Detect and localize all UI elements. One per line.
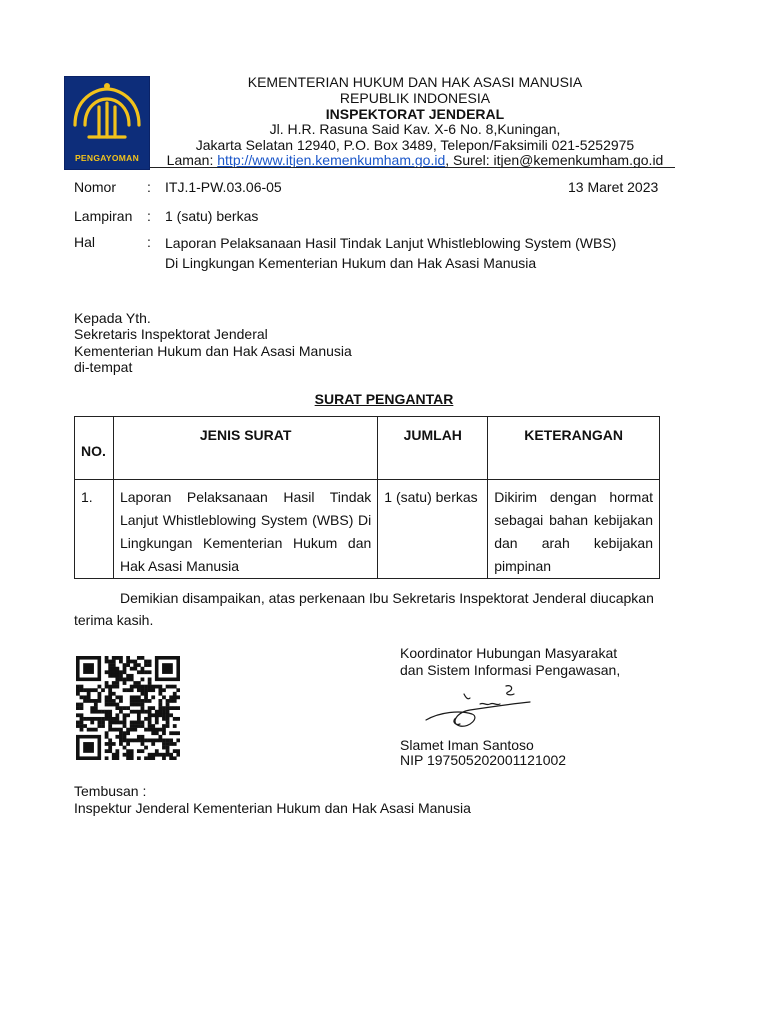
- cell-no: 1.: [75, 480, 114, 579]
- cc-label: Tembusan :: [74, 783, 147, 799]
- signer-name: Slamet Iman Santoso: [400, 737, 534, 753]
- handwritten-signature: [420, 682, 540, 742]
- table-row: [75, 480, 660, 579]
- col-header-jenis: JENIS SURAT: [113, 417, 377, 480]
- hal-label: Hal: [74, 234, 96, 250]
- closing-line-1: Demikian disampaikan, atas perkenaan Ibu Sekretaris Inspektorat Jenderal diucapkan: [120, 590, 654, 606]
- address-line-2: Jakarta Selatan 12940, P.O. Box 3489, Telepon/Faksimili 021-5252975: [195, 137, 635, 153]
- laman-label: Laman:: [166, 152, 218, 168]
- logo-text: PENGAYOMAN: [74, 153, 140, 163]
- qr-code: [76, 656, 180, 760]
- signer-nip: NIP 197505202001121002: [400, 752, 567, 768]
- signer-title-1: Koordinator Hubungan Masyarakat: [400, 645, 618, 661]
- hal-line-2: Di Lingkungan Kementerian Hukum dan Hak Asasi Manusia: [165, 255, 537, 271]
- ministry-name: KEMENTERIAN HUKUM DAN HAK ASASI MANUSIA: [247, 74, 583, 90]
- cc-line-1: Inspektur Jenderal Kementerian Hukum dan Hak Asasi Manusia: [74, 800, 471, 816]
- recipient-line-2: Sekretaris Inspektorat Jenderal: [74, 326, 268, 342]
- signer-title-2: dan Sistem Informasi Pengawasan,: [400, 662, 621, 678]
- document-table: [74, 416, 660, 579]
- unit-name: INSPEKTORAT JENDERAL: [325, 106, 505, 122]
- cell-jumlah: 1 (satu) berkas: [378, 480, 488, 579]
- col-header-keterangan: KETERANGAN: [488, 417, 660, 480]
- contact-line: [150, 152, 680, 168]
- lampiran-colon: :: [147, 208, 151, 224]
- recipient-line-4: di-tempat: [74, 359, 133, 375]
- recipient-line-1: Kepada Yth.: [74, 310, 151, 326]
- lampiran-value: 1 (satu) berkas: [165, 208, 259, 224]
- hal-colon: :: [147, 234, 151, 250]
- hal-line-1: Laporan Pelaksanaan Hasil Tindak Lanjut Whistleblowing System (WBS): [165, 235, 617, 251]
- recipient-line-3: Kementerian Hukum dan Hak Asasi Manusia: [74, 343, 352, 359]
- col-header-no: NO.: [75, 417, 114, 480]
- qr-code-icon: [76, 656, 180, 760]
- address-line-1: Jl. H.R. Rasuna Said Kav. X-6 No. 8,Kuningan,: [269, 121, 561, 137]
- letter-date: 13 Maret 2023: [568, 179, 659, 195]
- cell-jenis: Laporan Pelaksanaan Hasil Tindak Lanjut Whistleblowing System (WBS) Di Lingkungan Kementerian Hukum dan Hak Asasi Manusia: [113, 480, 377, 579]
- pengayoman-emblem-icon: [65, 77, 149, 147]
- signature-icon: [420, 682, 540, 742]
- table-header-row: [75, 417, 660, 480]
- nomor-value: ITJ.1-PW.03.06-05: [165, 179, 282, 195]
- closing-line-2: terima kasih.: [74, 612, 154, 628]
- lampiran-label: Lampiran: [74, 208, 133, 224]
- letter-title: SURAT PENGANTAR: [314, 391, 454, 407]
- website-link[interactable]: http://www.itjen.kemenkumham.go.id: [217, 152, 446, 168]
- surel-text: , Surel: itjen@kemenkumham.go.id: [445, 152, 664, 168]
- nomor-colon: :: [147, 179, 151, 195]
- col-header-jumlah: JUMLAH: [378, 417, 488, 480]
- nomor-label: Nomor: [74, 179, 117, 195]
- cell-keterangan: Dikirim dengan hormat sebagai bahan kebijakan dan arah kebijakan pimpinan: [488, 480, 660, 579]
- republic-name: REPUBLIK INDONESIA: [339, 90, 491, 106]
- ministry-logo: [64, 76, 150, 170]
- letterhead-divider: [150, 167, 675, 168]
